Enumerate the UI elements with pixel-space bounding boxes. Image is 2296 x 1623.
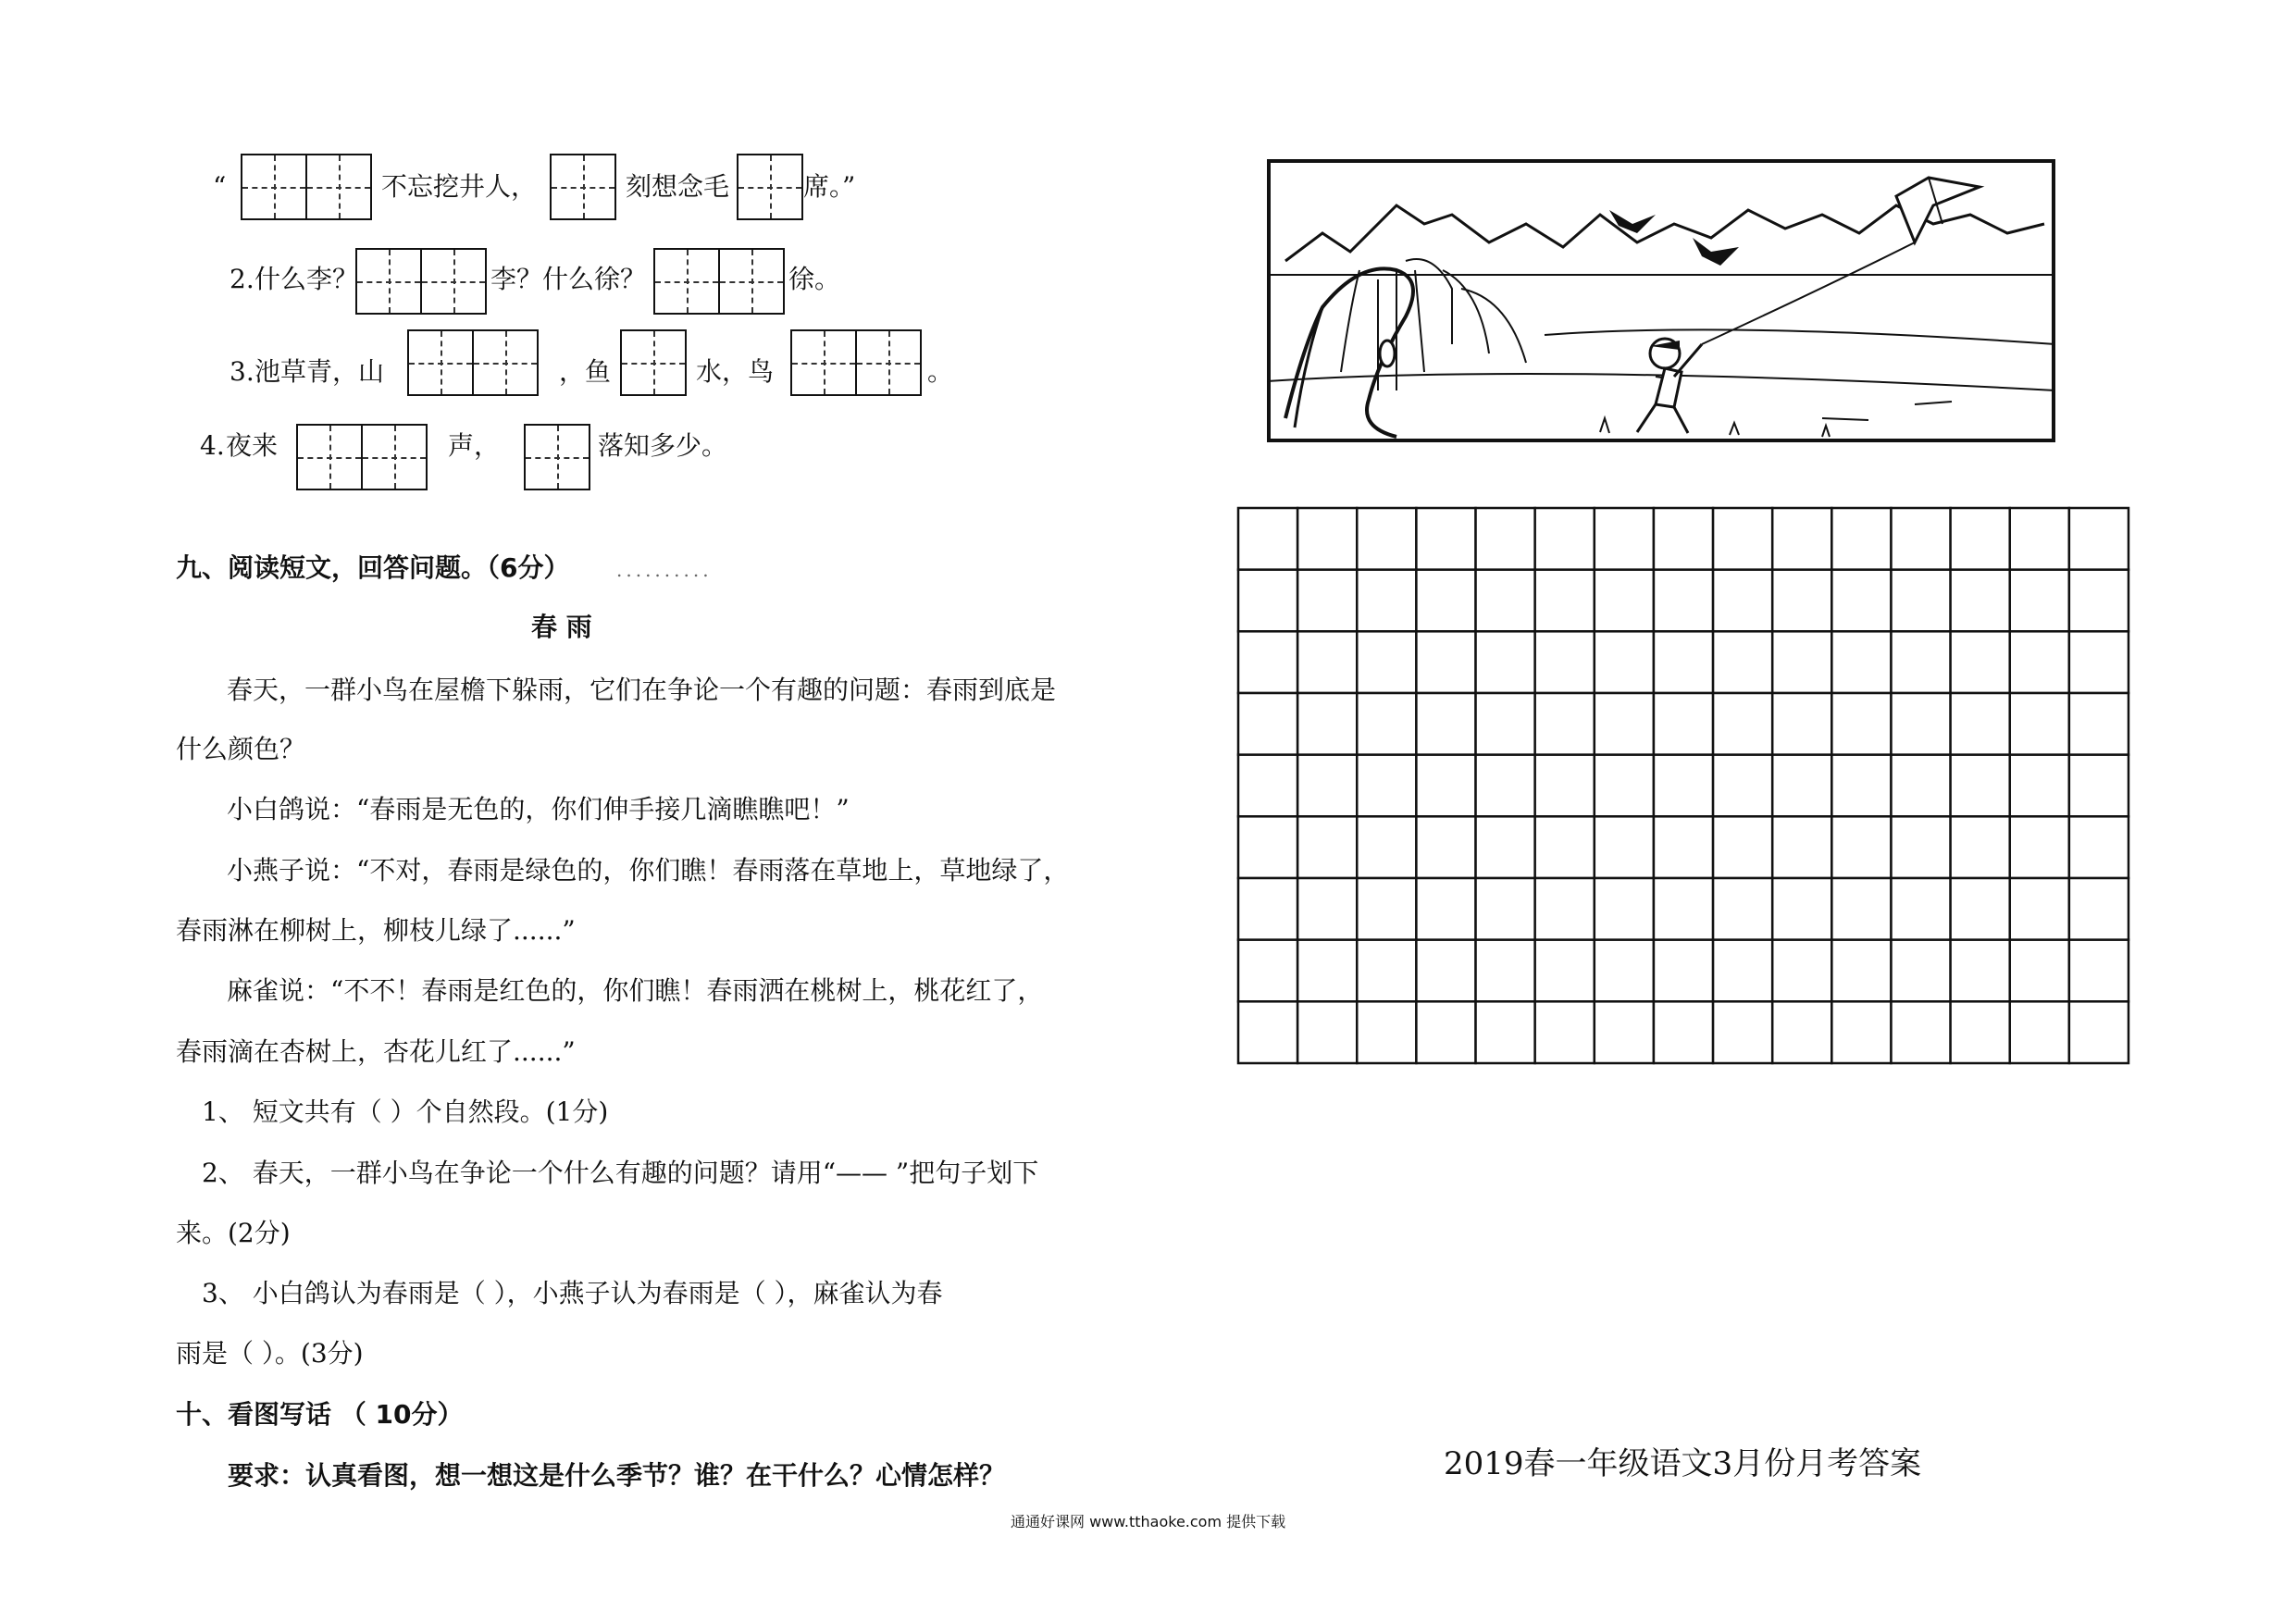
grid-cell[interactable] [1416, 755, 1475, 817]
grid-cell[interactable] [1535, 693, 1595, 755]
grid-cell[interactable] [1357, 816, 1416, 878]
grid-cell[interactable] [1416, 878, 1475, 940]
grid-cell[interactable] [2010, 631, 2069, 693]
grid-cell[interactable] [2069, 755, 2128, 817]
line2-text3: 徐。 [788, 264, 841, 294]
kite-flying-picture [1267, 159, 2055, 442]
grid-cell[interactable] [1891, 755, 1950, 817]
paragraph-1a: 春天，一群小鸟在屋檐下躲雨，它们在争论一个有趣的问题：春雨到底是 [227, 675, 1057, 705]
section10-requirement: 要求：认真看图，想一想这是什么季节？谁？在干什么？心情怎样？ [228, 1460, 1006, 1491]
line3-text2: ，鱼 [559, 356, 612, 387]
grid-cell[interactable] [1831, 940, 1891, 1002]
grid-cell[interactable] [1416, 1001, 1475, 1063]
answer-title: 2019春一年级语文3月份月考答案 [1444, 1445, 1922, 1482]
line4-text2: 声， [448, 430, 501, 461]
line2-text2: 李？什么徐？ [490, 264, 647, 294]
grid-cell[interactable] [1357, 631, 1416, 693]
grid-cell[interactable] [1772, 816, 1831, 878]
grid-cell[interactable] [1595, 940, 1654, 1002]
char-box[interactable] [790, 329, 857, 396]
grid-cell[interactable] [1476, 755, 1535, 817]
grid-cell[interactable] [2069, 570, 2128, 632]
grid-cell[interactable] [1238, 693, 1297, 755]
grid-cell[interactable] [1416, 816, 1475, 878]
question-2a: 2、 春天，一群小鸟在争论一个什么有趣的问题？请用“—— ”把句子划下 [202, 1158, 1039, 1188]
grid-cell[interactable] [1654, 878, 1713, 940]
grid-cell[interactable] [2069, 878, 2128, 940]
grid-cell[interactable] [2010, 570, 2069, 632]
grid-cell[interactable] [1713, 816, 1772, 878]
grid-cell[interactable] [1476, 693, 1535, 755]
grid-cell[interactable] [1951, 878, 2010, 940]
char-box[interactable] [737, 154, 803, 220]
char-box[interactable] [620, 329, 687, 396]
grid-cell[interactable] [2069, 940, 2128, 1002]
grid-cell[interactable] [1951, 570, 2010, 632]
grid-cell[interactable] [1772, 940, 1831, 1002]
grid-cell[interactable] [1772, 1001, 1831, 1063]
grid-cell[interactable] [1891, 631, 1950, 693]
grid-cell[interactable] [1238, 570, 1297, 632]
question-2b: 来。(2分) [176, 1218, 291, 1248]
grid-cell[interactable] [1654, 940, 1713, 1002]
grid-cell[interactable] [1831, 816, 1891, 878]
grid-cell[interactable] [1772, 570, 1831, 632]
char-box[interactable] [355, 248, 422, 315]
grid-cell[interactable] [1951, 631, 2010, 693]
char-box[interactable] [420, 248, 487, 315]
grid-cell[interactable] [2010, 816, 2069, 878]
grid-cell[interactable] [1238, 940, 1297, 1002]
grid-cell[interactable] [2069, 631, 2128, 693]
char-box[interactable] [361, 424, 428, 490]
paragraph-4a: 麻雀说：“不不！春雨是红色的，你们瞧！春雨洒在桃树上，桃花红了， [227, 975, 1044, 1006]
grid-cell[interactable] [2069, 508, 2128, 570]
grid-cell[interactable] [1238, 878, 1297, 940]
grid-cell[interactable] [1238, 631, 1297, 693]
grid-cell[interactable] [1654, 755, 1713, 817]
grid-cell[interactable] [1891, 508, 1950, 570]
grid-cell[interactable] [1297, 878, 1357, 940]
grid-cell[interactable] [1535, 878, 1595, 940]
char-box[interactable] [407, 329, 474, 396]
grid-cell[interactable] [1713, 508, 1772, 570]
grid-cell[interactable] [2069, 693, 2128, 755]
grid-cell[interactable] [1595, 508, 1654, 570]
grid-cell[interactable] [1831, 631, 1891, 693]
grid-cell[interactable] [1713, 755, 1772, 817]
grid-cell[interactable] [1416, 570, 1475, 632]
line1-text3: 席。” [803, 171, 856, 202]
grid-cell[interactable] [1297, 940, 1357, 1002]
grid-cell[interactable] [1713, 570, 1772, 632]
grid-cell[interactable] [1297, 508, 1357, 570]
grid-cell[interactable] [1535, 508, 1595, 570]
line2-text1: 什么李？ [254, 264, 359, 294]
grid-cell[interactable] [1416, 508, 1475, 570]
grid-cell[interactable] [1654, 693, 1713, 755]
grid-cell[interactable] [1951, 693, 2010, 755]
grid-cell[interactable] [1713, 940, 1772, 1002]
passage-title: 春 雨 [531, 612, 592, 642]
grid-cell[interactable] [1476, 508, 1535, 570]
grid-cell[interactable] [1357, 940, 1416, 1002]
grid-cell[interactable] [1831, 508, 1891, 570]
grid-cell[interactable] [2010, 693, 2069, 755]
grid-cell[interactable] [1297, 693, 1357, 755]
char-box[interactable] [305, 154, 372, 220]
question-3b: 雨是（ ）。(3分) [176, 1338, 364, 1369]
grid-cell[interactable] [1297, 816, 1357, 878]
grid-cell[interactable] [1713, 631, 1772, 693]
grid-cell[interactable] [1654, 570, 1713, 632]
grid-cell[interactable] [1535, 631, 1595, 693]
char-box[interactable] [296, 424, 363, 490]
question-1: 1、 短文共有（ ）个自然段。(1分) [202, 1096, 609, 1127]
grid-cell[interactable] [2069, 1001, 2128, 1063]
grid-cell[interactable] [1416, 940, 1475, 1002]
grid-cell[interactable] [1595, 631, 1654, 693]
grid-cell[interactable] [1535, 1001, 1595, 1063]
char-box[interactable] [472, 329, 539, 396]
grid-cell[interactable] [1535, 940, 1595, 1002]
grid-cell[interactable] [1357, 755, 1416, 817]
line3-text1: 池草青，山 [254, 356, 385, 387]
grid-cell[interactable] [1654, 816, 1713, 878]
grid-cell[interactable] [2010, 878, 2069, 940]
grid-cell[interactable] [1951, 940, 2010, 1002]
grid-cell[interactable] [1476, 878, 1535, 940]
line4-text3: 落知多少。 [598, 430, 728, 461]
line3-text4: 。 [927, 356, 954, 387]
char-box[interactable] [524, 424, 590, 490]
grid-cell[interactable] [1831, 878, 1891, 940]
grid-cell[interactable] [2010, 940, 2069, 1002]
grid-cell[interactable] [1238, 816, 1297, 878]
grid-cell[interactable] [1476, 940, 1535, 1002]
grid-cell[interactable] [1951, 1001, 2010, 1063]
line1-text1: 不忘挖井人， [381, 171, 538, 202]
writing-grid[interactable] [1236, 506, 2130, 1065]
grid-cell[interactable] [1951, 816, 2010, 878]
grid-cell[interactable] [1831, 693, 1891, 755]
grid-cell[interactable] [1951, 755, 2010, 817]
grid-cell[interactable] [1713, 1001, 1772, 1063]
paragraph-3a: 小燕子说：“不对，春雨是绿色的，你们瞧！春雨落在草地上，草地绿了， [227, 855, 1070, 886]
section10-heading: 十、看图写话 （ 10分） [176, 1399, 464, 1430]
paragraph-3b: 春雨淋在柳树上，柳枝儿绿了......” [176, 915, 576, 946]
grid-cell[interactable] [1357, 878, 1416, 940]
grid-cell[interactable] [1476, 816, 1535, 878]
grid-cell[interactable] [1654, 1001, 1713, 1063]
grid-cell[interactable] [1951, 508, 2010, 570]
grid-cell[interactable] [1772, 631, 1831, 693]
grid-cell[interactable] [1772, 878, 1831, 940]
paragraph-1b: 什么颜色？ [176, 734, 306, 764]
grid-cell[interactable] [1831, 755, 1891, 817]
grid-cell[interactable] [1535, 755, 1595, 817]
grid-cell[interactable] [1297, 755, 1357, 817]
grid-cell[interactable] [1357, 570, 1416, 632]
footer-credit: 通通好课网 www.tthaoke.com 提供下载 [1011, 1513, 1286, 1530]
grid-cell[interactable] [1891, 940, 1950, 1002]
grid-cell[interactable] [1297, 1001, 1357, 1063]
char-box[interactable] [550, 154, 616, 220]
grid-cell[interactable] [1654, 631, 1713, 693]
grid-cell[interactable] [1891, 1001, 1950, 1063]
grid-cell[interactable] [1595, 816, 1654, 878]
line3-number: 3. [230, 356, 254, 387]
grid-cell[interactable] [1891, 693, 1950, 755]
grid-cell[interactable] [1595, 693, 1654, 755]
grid-cell[interactable] [1357, 693, 1416, 755]
grid-cell[interactable] [2010, 1001, 2069, 1063]
line3-text3: 水，鸟 [696, 356, 775, 387]
grid-cell[interactable] [1238, 1001, 1297, 1063]
paragraph-2: 小白鸽说：“春雨是无色的，你们伸手接几滴瞧瞧吧！” [227, 794, 850, 824]
char-box[interactable] [241, 154, 307, 220]
grid-cell[interactable] [1595, 570, 1654, 632]
grid-cell[interactable] [1772, 755, 1831, 817]
grid-cell[interactable] [1891, 570, 1950, 632]
char-box[interactable] [718, 248, 785, 315]
grid-cell[interactable] [1891, 878, 1950, 940]
line4-number: 4. [200, 430, 225, 461]
grid-cell[interactable] [1831, 1001, 1891, 1063]
grid-cell[interactable] [2069, 816, 2128, 878]
grid-cell[interactable] [2010, 755, 2069, 817]
grid-cell[interactable] [1654, 508, 1713, 570]
dotted-leader: .......... [616, 559, 713, 581]
grid-cell[interactable] [1297, 631, 1357, 693]
grid-cell[interactable] [2010, 508, 2069, 570]
grid-cell[interactable] [1535, 816, 1595, 878]
grid-cell[interactable] [1595, 755, 1654, 817]
grid-cell[interactable] [1476, 1001, 1535, 1063]
paragraph-4b: 春雨滴在杏树上，杏花儿红了......” [176, 1036, 576, 1067]
grid-cell[interactable] [1891, 816, 1950, 878]
grid-cell[interactable] [1238, 508, 1297, 570]
grid-cell[interactable] [1416, 693, 1475, 755]
open-quote: “ [213, 171, 227, 202]
line1-text2: 刻想念毛 [626, 171, 730, 202]
char-box[interactable] [653, 248, 720, 315]
grid-cell[interactable] [1357, 1001, 1416, 1063]
grid-cell[interactable] [1416, 631, 1475, 693]
grid-cell[interactable] [1772, 508, 1831, 570]
grid-cell[interactable] [1476, 631, 1535, 693]
grid-cell[interactable] [1595, 1001, 1654, 1063]
grid-cell[interactable] [1357, 508, 1416, 570]
char-box[interactable] [855, 329, 922, 396]
grid-cell[interactable] [1713, 693, 1772, 755]
grid-cell[interactable] [1476, 570, 1535, 632]
line2-number: 2. [230, 264, 254, 294]
section9-heading: 九、阅读短文，回答问题。（6分） [176, 552, 570, 583]
grid-cell[interactable] [1595, 878, 1654, 940]
question-3a: 3、 小白鸽认为春雨是（ ），小燕子认为春雨是（ ），麻雀认为春 [202, 1278, 943, 1308]
line4-text1: 夜来 [226, 430, 279, 461]
grid-cell[interactable] [1238, 755, 1297, 817]
grid-cell[interactable] [1297, 570, 1357, 632]
grid-cell[interactable] [1713, 878, 1772, 940]
grid-cell[interactable] [1831, 570, 1891, 632]
grid-cell[interactable] [1772, 693, 1831, 755]
grid-cell[interactable] [1535, 570, 1595, 632]
